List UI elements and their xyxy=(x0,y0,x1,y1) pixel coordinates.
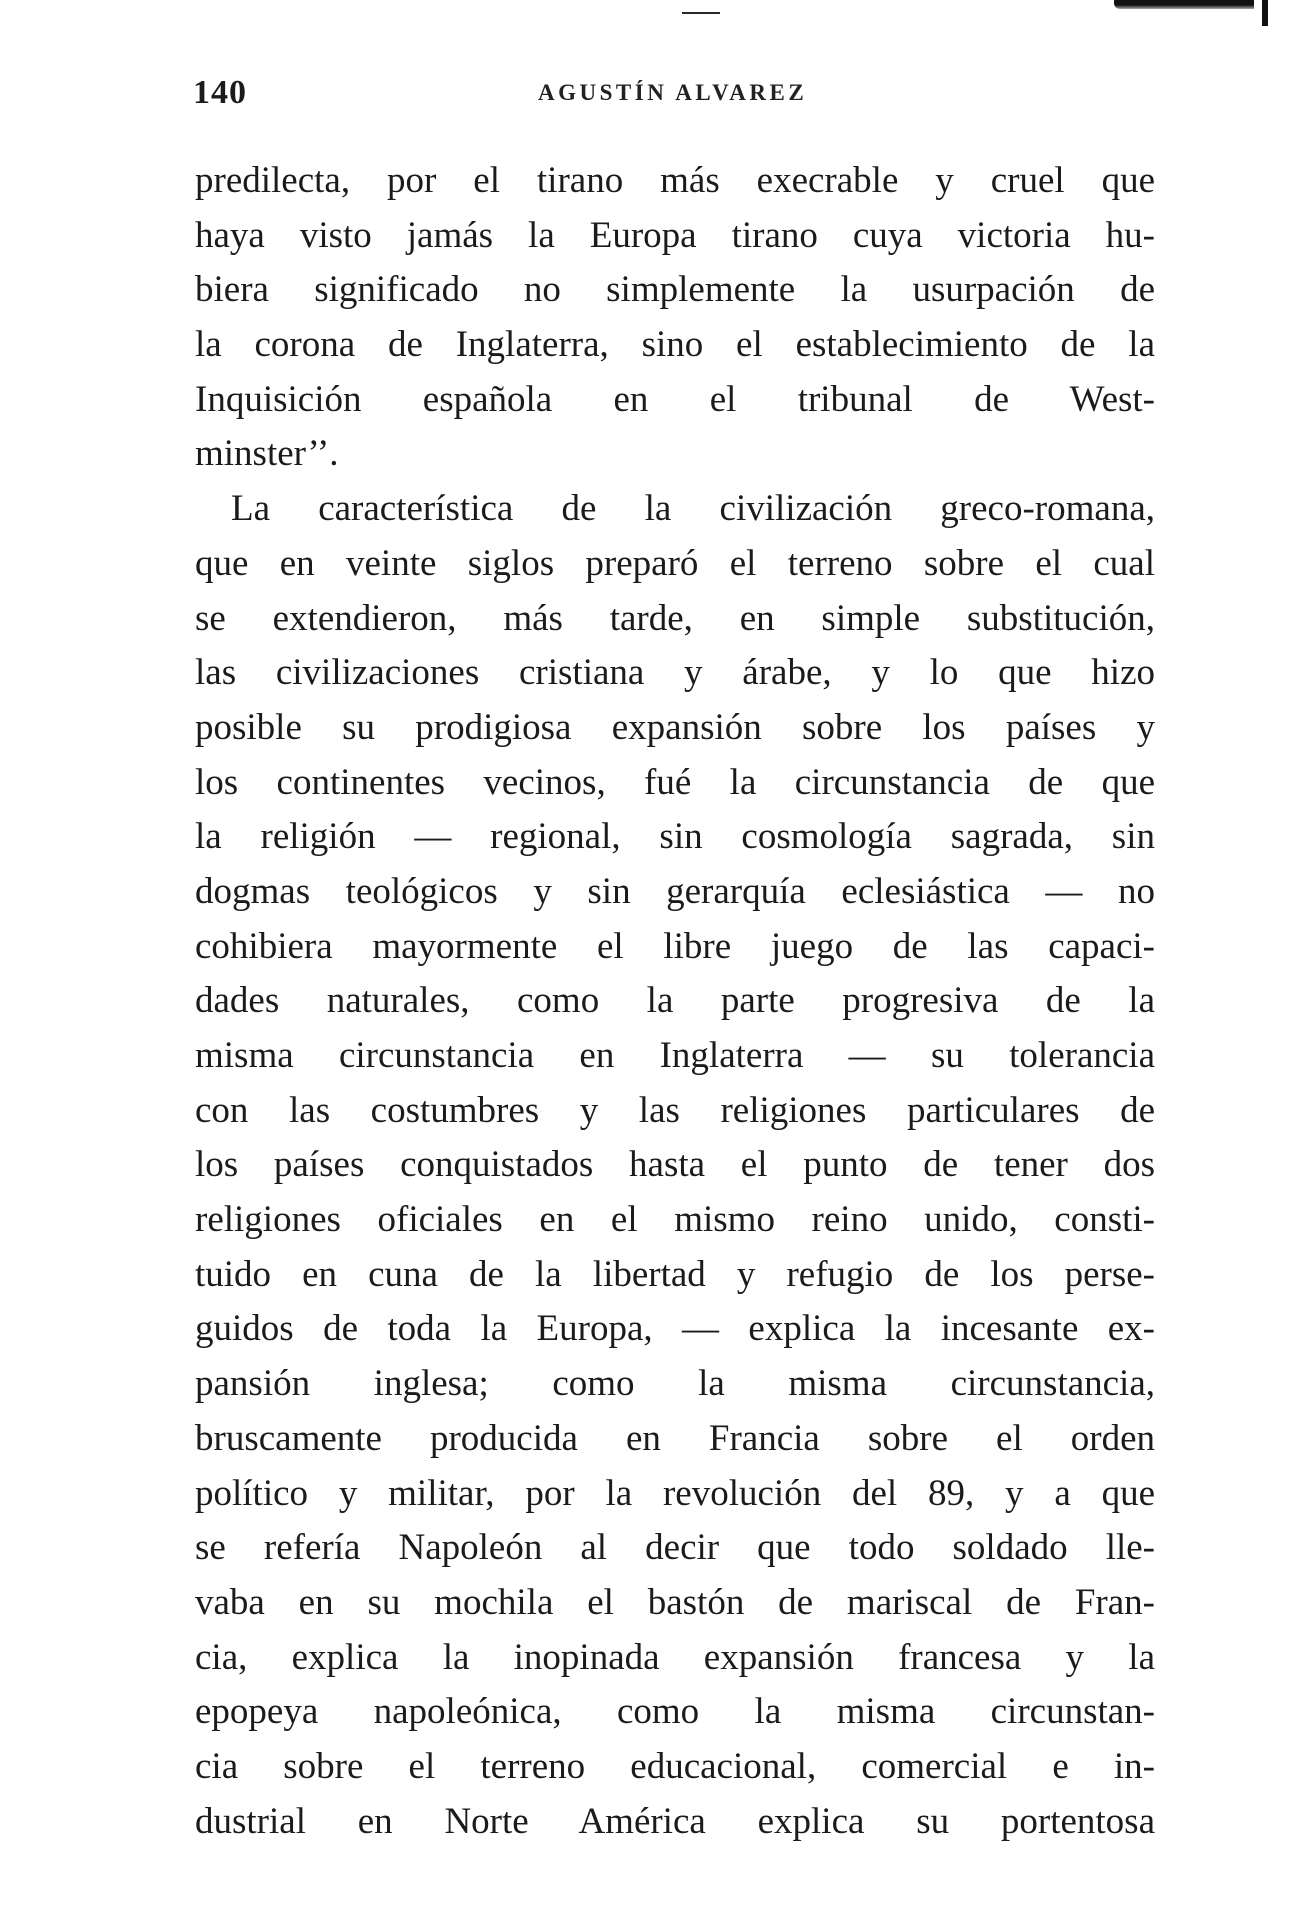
text-line: se refería Napoleón al decir que todo soldado lle- xyxy=(195,1527,1155,1569)
text-line: dogmas teológicos y sin gerarquía eclesiástica — no xyxy=(195,870,1155,912)
text-line: la corona de Inglaterra, sino el establecimiento de la xyxy=(195,324,1155,366)
text-line: los países conquistados hasta el punto de tener dos xyxy=(195,1144,1155,1186)
text-line: se extendieron, más tarde, en simple substitución, xyxy=(195,597,1155,639)
text-line: con las costumbres y las religiones particulares de xyxy=(195,1089,1155,1131)
text-line: bruscamente producida en Francia sobre el orden xyxy=(195,1417,1155,1459)
text-line: misma circunstancia en Inglaterra — su tolerancia xyxy=(195,1035,1155,1076)
page-number: 140 xyxy=(193,74,247,111)
text-line: minster’’. xyxy=(195,433,339,475)
body-text xyxy=(195,154,1155,1849)
text-line: pansión inglesa; como la misma circunstancia, xyxy=(195,1363,1155,1405)
text-line: tuido en cuna de la libertad y refugio de los perse- xyxy=(195,1253,1155,1295)
text-line: cia sobre el terreno educacional, comercial e in- xyxy=(195,1745,1155,1787)
text-line: posible su prodigiosa expansión sobre los países y xyxy=(195,706,1155,748)
text-line: Inquisición española en el tribunal de West- xyxy=(195,378,1155,420)
text-line: la religión — regional, sin cosmología sagrada, sin xyxy=(195,816,1155,858)
text-line: las civilizaciones cristiana y árabe, y lo que hizo xyxy=(195,652,1155,694)
text-line: haya visto jamás la Europa tirano cuya victoria hu- xyxy=(195,214,1155,256)
text-line: predilecta, por el tirano más execrable y cruel que xyxy=(195,160,1155,201)
text-line: cohibiera mayormente el libre juego de las capaci- xyxy=(195,925,1155,967)
scan-mark xyxy=(682,12,720,14)
text-line: los continentes vecinos, fué la circunstancia de que xyxy=(195,761,1155,803)
text-line: biera significado no simplemente la usurpación de xyxy=(195,269,1155,311)
paragraph-start-line: La característica de la civilización greco-romana, xyxy=(231,488,1155,530)
text-line: religiones oficiales en el mismo reino unido, consti- xyxy=(195,1199,1155,1241)
text-line: cia, explica la inopinada expansión francesa y la xyxy=(195,1636,1155,1678)
text-line: vaba en su mochila el bastón de mariscal de Fran- xyxy=(195,1581,1155,1623)
running-head: AGUSTÍN ALVAREZ xyxy=(538,80,808,105)
text-line: político y militar, por la revolución del 89, y a que xyxy=(195,1472,1155,1514)
text-line: guidos de toda la Europa, — explica la incesante ex- xyxy=(195,1308,1155,1350)
text-line: dades naturales, como la parte progresiva de la xyxy=(195,980,1155,1022)
text-line: que en veinte siglos preparó el terreno sobre el cual xyxy=(195,542,1155,584)
text-line: epopeya napoleónica, como la misma circunstan- xyxy=(195,1691,1155,1733)
scan-edge-shadow xyxy=(1262,0,1268,26)
text-line: dustrial en Norte América explica su portentosa xyxy=(195,1800,1155,1842)
scan-edge-shadow xyxy=(1114,0,1254,9)
page-header xyxy=(0,68,1300,118)
